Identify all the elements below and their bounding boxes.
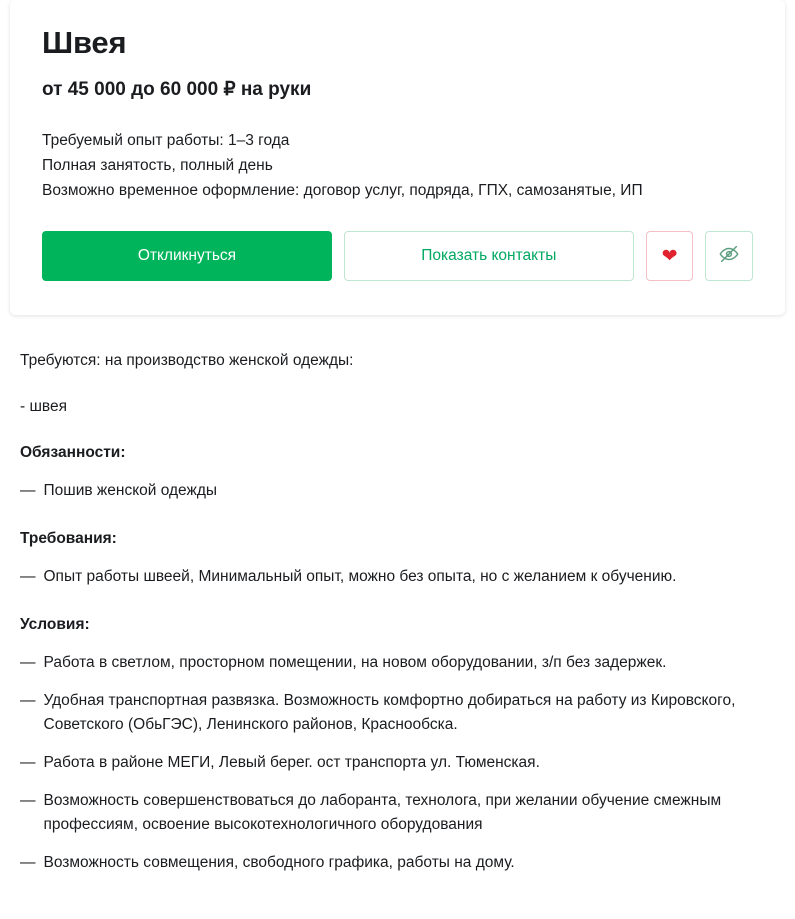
vacancy-description bbox=[0, 315, 795, 919]
list-item bbox=[20, 565, 775, 589]
contract-text: Возможно временное оформление: договор услуг, подряда, ГПХ, самозанятые, ИП bbox=[42, 182, 643, 199]
dash-marker: — bbox=[20, 568, 36, 585]
intro-item: - швея bbox=[20, 398, 67, 415]
show-contacts-button[interactable]: Показать контакты bbox=[344, 231, 634, 281]
list-item-text: Работа в районе МЕГИ, Левый берег. ост транспорта ул. Тюменская. bbox=[43, 754, 540, 771]
eye-off-icon bbox=[718, 243, 740, 270]
dash-marker: — bbox=[20, 754, 36, 771]
vacancy-meta bbox=[42, 128, 753, 203]
list-item bbox=[20, 651, 775, 675]
favorite-button[interactable] bbox=[646, 231, 694, 281]
section-heading-conditions: Условия: bbox=[20, 616, 90, 633]
list-item-text: Работа в светлом, просторном помещении, на новом оборудовании, з/п без задержек. bbox=[43, 654, 667, 671]
list-item bbox=[20, 789, 775, 837]
dash-marker: — bbox=[20, 792, 36, 809]
dash-marker: — bbox=[20, 654, 36, 671]
list-item-text: Возможность совершенствоваться до лаборанта, технолога, при желании обучение смежным профессиям, освоение высокотехнологичного оборудования bbox=[43, 792, 722, 833]
action-buttons bbox=[42, 231, 753, 281]
experience-text: Требуемый опыт работы: 1–3 года bbox=[42, 132, 290, 149]
section-heading-requirements: Требования: bbox=[20, 530, 117, 547]
employment-text: Полная занятость, полный день bbox=[42, 157, 273, 174]
page-title: Швея bbox=[42, 25, 127, 60]
intro-text: Требуются: на производство женской одежды: bbox=[20, 352, 354, 369]
list-item-text: Опыт работы швеей, Минимальный опыт, можно без опыта, но с желанием к обучению. bbox=[43, 568, 677, 585]
list-item bbox=[20, 479, 775, 503]
dash-marker: — bbox=[20, 482, 36, 499]
vacancy-card bbox=[10, 0, 785, 315]
dash-marker: — bbox=[20, 692, 36, 709]
list-item bbox=[20, 851, 775, 875]
list-item bbox=[20, 751, 775, 775]
section-heading-duties: Обязанности: bbox=[20, 444, 126, 461]
list-item-text: Удобная транспортная развязка. Возможность комфортно добираться на работу из Кировского, Советского (ОбьГЭС), Ленинского районов, Краснообска. bbox=[43, 692, 736, 733]
dash-marker: — bbox=[20, 854, 36, 871]
list-item-text: Пошив женской одежды bbox=[43, 482, 218, 499]
apply-button[interactable]: Откликнуться bbox=[42, 231, 332, 281]
hide-vacancy-button[interactable] bbox=[705, 231, 753, 281]
list-item bbox=[20, 689, 775, 737]
heart-icon: ❤ bbox=[661, 245, 678, 267]
list-item-text: Возможность совмещения, свободного графика, работы на дому. bbox=[43, 854, 515, 871]
salary-text: от 45 000 до 60 000 ₽ на руки bbox=[42, 79, 312, 100]
